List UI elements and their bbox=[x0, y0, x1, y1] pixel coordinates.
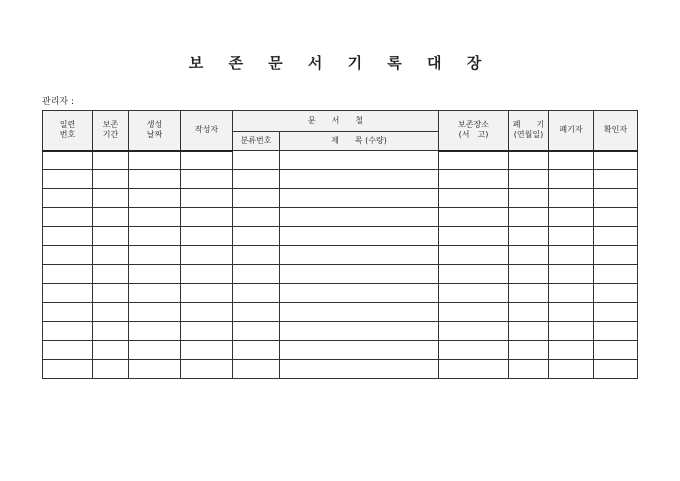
table-cell[interactable] bbox=[129, 170, 181, 189]
table-cell[interactable] bbox=[439, 341, 509, 360]
table-cell[interactable] bbox=[549, 246, 594, 265]
header-author: 작성자 bbox=[181, 111, 233, 151]
table-cell[interactable] bbox=[129, 303, 181, 322]
table-cell[interactable] bbox=[233, 227, 280, 246]
table-cell[interactable] bbox=[594, 151, 638, 170]
table-row bbox=[43, 284, 638, 303]
table-cell[interactable] bbox=[43, 151, 93, 170]
table-cell[interactable] bbox=[181, 151, 233, 170]
table-cell[interactable] bbox=[549, 303, 594, 322]
table-row bbox=[43, 208, 638, 227]
table-cell[interactable] bbox=[509, 227, 549, 246]
table-cell[interactable] bbox=[509, 265, 549, 284]
table-cell[interactable] bbox=[93, 189, 129, 208]
table-cell[interactable] bbox=[549, 227, 594, 246]
table-cell[interactable] bbox=[594, 303, 638, 322]
table-cell[interactable] bbox=[43, 360, 93, 379]
table-cell[interactable] bbox=[181, 303, 233, 322]
table-cell[interactable] bbox=[129, 151, 181, 170]
table-cell[interactable] bbox=[509, 170, 549, 189]
table-cell[interactable] bbox=[439, 227, 509, 246]
header-retention-line1: 보존 bbox=[102, 119, 119, 129]
header-serial bbox=[43, 111, 93, 151]
table-cell[interactable] bbox=[93, 360, 129, 379]
table-cell[interactable] bbox=[509, 189, 549, 208]
table-cell[interactable] bbox=[181, 322, 233, 341]
table-cell[interactable] bbox=[233, 341, 280, 360]
header-class-no: 분류번호 bbox=[233, 132, 280, 151]
table-cell[interactable] bbox=[509, 208, 549, 227]
table-cell[interactable] bbox=[280, 170, 439, 189]
table-cell[interactable] bbox=[181, 227, 233, 246]
header-storage-line2: (서 고) bbox=[458, 130, 489, 140]
table-cell[interactable] bbox=[594, 284, 638, 303]
header-retention-line2: 기간 bbox=[102, 130, 119, 140]
table-cell[interactable] bbox=[594, 322, 638, 341]
table-row bbox=[43, 246, 638, 265]
table-cell[interactable] bbox=[181, 284, 233, 303]
table-cell[interactable] bbox=[93, 284, 129, 303]
table-cell[interactable] bbox=[93, 208, 129, 227]
table-cell[interactable] bbox=[280, 360, 439, 379]
table-cell[interactable] bbox=[439, 303, 509, 322]
table-row bbox=[43, 360, 638, 379]
table-cell[interactable] bbox=[129, 246, 181, 265]
table-cell[interactable] bbox=[594, 246, 638, 265]
table-cell[interactable] bbox=[93, 227, 129, 246]
table-cell[interactable] bbox=[549, 341, 594, 360]
table-cell[interactable] bbox=[594, 227, 638, 246]
table-cell[interactable] bbox=[129, 322, 181, 341]
header-disposal bbox=[509, 111, 549, 151]
manager-label: 관리자 : bbox=[42, 97, 74, 107]
table-cell[interactable] bbox=[509, 151, 549, 170]
table-row bbox=[43, 303, 638, 322]
table-cell[interactable] bbox=[43, 265, 93, 284]
table-cell[interactable] bbox=[233, 284, 280, 303]
header-row-1 bbox=[43, 111, 638, 132]
table-cell[interactable] bbox=[43, 189, 93, 208]
table-cell[interactable] bbox=[439, 322, 509, 341]
table-row bbox=[43, 189, 638, 208]
table-cell[interactable] bbox=[233, 322, 280, 341]
table-cell[interactable] bbox=[43, 284, 93, 303]
table-cell[interactable] bbox=[43, 246, 93, 265]
table-row bbox=[43, 170, 638, 189]
table-cell[interactable] bbox=[93, 151, 129, 170]
table-cell[interactable] bbox=[93, 246, 129, 265]
table-cell[interactable] bbox=[233, 303, 280, 322]
table-cell[interactable] bbox=[439, 208, 509, 227]
table-cell[interactable] bbox=[43, 303, 93, 322]
table-cell[interactable] bbox=[549, 170, 594, 189]
table-cell[interactable] bbox=[439, 151, 509, 170]
table-row bbox=[43, 341, 638, 360]
table-cell[interactable] bbox=[594, 170, 638, 189]
records-body bbox=[43, 151, 638, 379]
table-cell[interactable] bbox=[43, 322, 93, 341]
table-cell[interactable] bbox=[129, 208, 181, 227]
table-cell[interactable] bbox=[43, 208, 93, 227]
header-disposer: 폐기자 bbox=[549, 111, 594, 151]
table-cell[interactable] bbox=[549, 151, 594, 170]
table-cell[interactable] bbox=[280, 208, 439, 227]
table-cell[interactable] bbox=[233, 151, 280, 170]
table-cell[interactable] bbox=[280, 227, 439, 246]
table-cell[interactable] bbox=[439, 246, 509, 265]
table-cell[interactable] bbox=[93, 341, 129, 360]
table-cell[interactable] bbox=[280, 303, 439, 322]
table-cell[interactable] bbox=[509, 303, 549, 322]
table-cell[interactable] bbox=[93, 265, 129, 284]
table-cell[interactable] bbox=[233, 170, 280, 189]
table-cell[interactable] bbox=[43, 227, 93, 246]
header-storage bbox=[439, 111, 509, 151]
table-cell[interactable] bbox=[594, 341, 638, 360]
table-cell[interactable] bbox=[181, 265, 233, 284]
table-cell[interactable] bbox=[181, 246, 233, 265]
table-cell[interactable] bbox=[594, 360, 638, 379]
table-cell[interactable] bbox=[509, 322, 549, 341]
table-cell[interactable] bbox=[233, 360, 280, 379]
table-cell[interactable] bbox=[280, 246, 439, 265]
table-cell[interactable] bbox=[280, 189, 439, 208]
header-created-line2: 날짜 bbox=[146, 130, 163, 140]
header-doc-file: 문 서 철 bbox=[233, 111, 439, 132]
table-cell[interactable] bbox=[594, 189, 638, 208]
table-row bbox=[43, 265, 638, 284]
table-cell[interactable] bbox=[509, 246, 549, 265]
table-cell[interactable] bbox=[280, 341, 439, 360]
table-cell[interactable] bbox=[129, 360, 181, 379]
table-cell[interactable] bbox=[233, 246, 280, 265]
header-disposal-line2: (연월일) bbox=[513, 130, 544, 140]
table-cell[interactable] bbox=[280, 265, 439, 284]
document-title: 보 존 문 서 기 록 대 장 bbox=[188, 54, 492, 72]
records-table bbox=[42, 110, 638, 379]
table-cell[interactable] bbox=[43, 170, 93, 189]
table-row bbox=[43, 151, 638, 170]
table-cell[interactable] bbox=[43, 341, 93, 360]
table-cell[interactable] bbox=[129, 284, 181, 303]
table-cell[interactable] bbox=[509, 341, 549, 360]
table-cell[interactable] bbox=[280, 151, 439, 170]
header-created bbox=[129, 111, 181, 151]
table-cell[interactable] bbox=[439, 265, 509, 284]
table-cell[interactable] bbox=[129, 341, 181, 360]
table-cell[interactable] bbox=[594, 265, 638, 284]
table-cell[interactable] bbox=[181, 208, 233, 227]
table-cell[interactable] bbox=[181, 170, 233, 189]
table-cell[interactable] bbox=[549, 265, 594, 284]
header-serial-line1: 일련 bbox=[59, 119, 76, 129]
table-cell[interactable] bbox=[93, 303, 129, 322]
table-cell[interactable] bbox=[549, 208, 594, 227]
table-cell[interactable] bbox=[549, 284, 594, 303]
table-cell[interactable] bbox=[549, 322, 594, 341]
table-cell[interactable] bbox=[280, 284, 439, 303]
table-cell[interactable] bbox=[233, 265, 280, 284]
table-cell[interactable] bbox=[181, 189, 233, 208]
table-cell[interactable] bbox=[233, 208, 280, 227]
table-cell[interactable] bbox=[93, 322, 129, 341]
table-cell[interactable] bbox=[509, 284, 549, 303]
table-row bbox=[43, 227, 638, 246]
table-cell[interactable] bbox=[233, 189, 280, 208]
table-cell[interactable] bbox=[181, 341, 233, 360]
table-cell[interactable] bbox=[509, 360, 549, 379]
table-cell[interactable] bbox=[549, 360, 594, 379]
table-cell[interactable] bbox=[129, 265, 181, 284]
table-cell[interactable] bbox=[439, 189, 509, 208]
table-cell[interactable] bbox=[439, 360, 509, 379]
table-cell[interactable] bbox=[439, 284, 509, 303]
table-cell[interactable] bbox=[439, 170, 509, 189]
table-cell[interactable] bbox=[549, 189, 594, 208]
header-storage-line1: 보존장소 bbox=[458, 119, 489, 129]
table-cell[interactable] bbox=[129, 227, 181, 246]
table-row bbox=[43, 322, 638, 341]
table-cell[interactable] bbox=[181, 360, 233, 379]
header-created-line1: 생성 bbox=[146, 119, 163, 129]
header-disposal-line1: 폐 기 bbox=[512, 119, 545, 129]
table-cell[interactable] bbox=[594, 208, 638, 227]
header-confirmer: 확인자 bbox=[594, 111, 638, 151]
table-cell[interactable] bbox=[93, 170, 129, 189]
header-retention bbox=[93, 111, 129, 151]
header-subject: 제 목 (수량) bbox=[280, 132, 439, 151]
header-serial-line2: 번호 bbox=[59, 130, 76, 140]
table-cell[interactable] bbox=[280, 322, 439, 341]
table-cell[interactable] bbox=[129, 189, 181, 208]
